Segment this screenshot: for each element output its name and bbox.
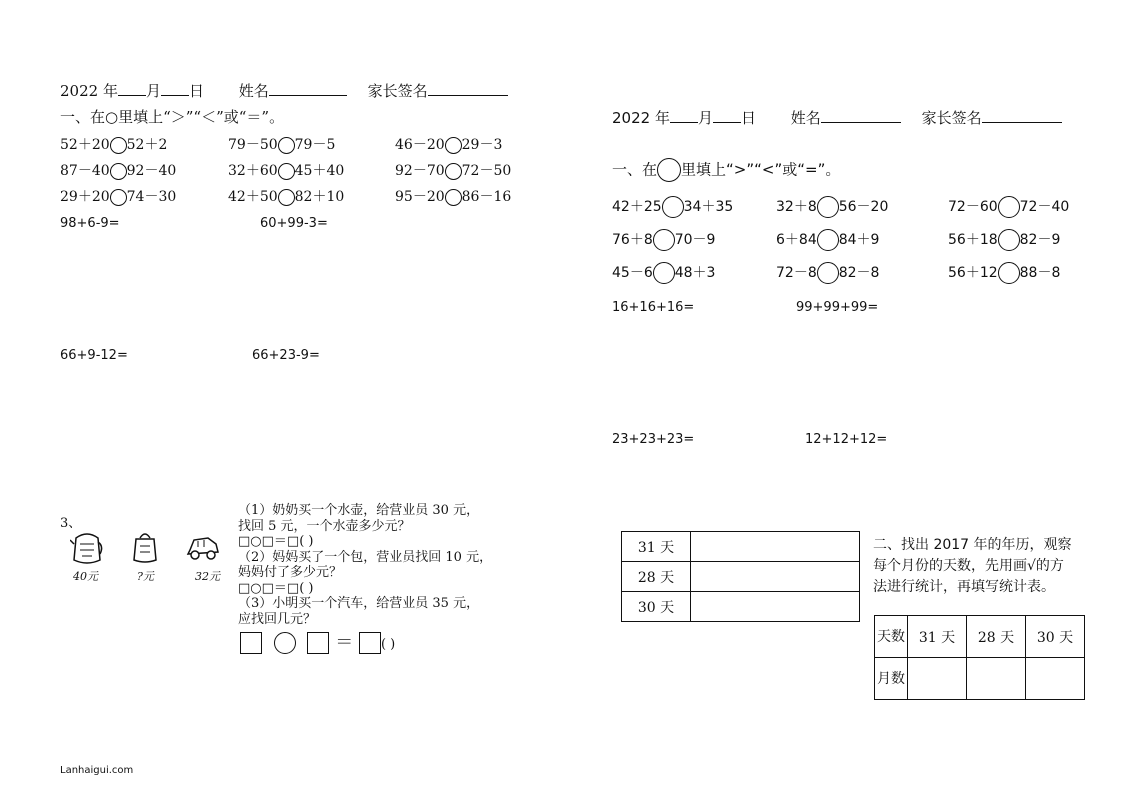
compare-left: 45－6 [612,265,653,281]
compare-right: 72－50 [461,163,512,179]
left-section1-title: 一、在○里填上“＞”“＜”或“＝”。 [60,108,285,126]
answer-box [240,632,262,654]
calc-8: 12+12+12= [805,432,888,447]
answer-circle[interactable] [998,229,1020,251]
calc-7: 23+23+23= [612,432,695,447]
bag-icon [132,530,158,564]
compare-right: 82－8 [838,265,880,281]
compare-right: 48＋3 [674,265,716,281]
compare-left: 72－8 [776,265,817,281]
compare-left: 92－70 [395,163,445,179]
stat-cell[interactable] [908,658,967,700]
compare-item [776,262,879,284]
calc-5: 16+16+16= [612,300,695,315]
compare-item [228,186,344,206]
month-blank [118,81,146,96]
month-label: 月 [697,109,713,127]
compare-right: 52＋2 [126,137,168,153]
answer-circle[interactable] [110,163,127,180]
answer-circle[interactable] [817,196,839,218]
compare-item [776,229,879,251]
compare-right: 88－8 [1019,265,1061,281]
compare-right: 70－9 [674,232,716,248]
answer-circle[interactable] [998,262,1020,284]
section2-line1: 二、找出 2017 年的年历，观察 [873,537,1072,553]
year-label: 2022 年 [612,109,670,127]
compare-right: 29－3 [461,137,503,153]
q3-answer [240,628,395,654]
day-blank [161,81,189,96]
answer-circle[interactable] [278,189,295,206]
q2-answer: □○□＝□( ) [238,580,314,596]
calc-1: 98+6-9= [60,216,120,231]
q1-answer: □○□＝□( ) [238,534,314,549]
answer-circle[interactable] [445,189,462,206]
calc-6: 99+99+99= [796,300,879,315]
compare-left: 56＋18 [948,232,998,248]
compare-left: 95－20 [395,189,445,205]
section1-prefix: 一、在 [612,160,658,179]
q2-line1: （2）妈妈买了一个包，营业员找回 10 元， [238,549,493,565]
q1-line1: （1）奶奶买一个水壶，给营业员 30 元， [238,503,480,518]
equals-sign: ＝ [335,632,354,653]
answer-circle[interactable] [110,189,127,206]
compare-left: 29＋20 [60,189,110,205]
compare-left: 32＋8 [776,199,817,215]
compare-left: 76＋8 [612,232,653,248]
compare-left: 46－20 [395,137,445,153]
compare-item [612,262,715,284]
word-problems [238,503,492,627]
stat-header-28: 28 天 [967,616,1026,658]
month-blank [670,108,698,123]
price-car: 32元 [195,570,220,583]
q1-line2: 找回 5 元，一个水壶多少元？ [238,518,411,534]
stat-table [874,615,1085,700]
stat-header-days: 天数 [875,616,908,658]
compare-right: 74－30 [126,189,177,205]
month-label: 月 [145,82,161,100]
toy-car-icon [186,532,220,562]
year-label: 2022 年 [60,82,118,100]
compare-left: 42＋50 [228,189,278,205]
compare-right: 86－16 [461,189,512,205]
compare-left: 32＋60 [228,163,278,179]
stat-row-months: 月数 [875,658,908,700]
calc-2: 60+99-3= [260,216,328,231]
compare-left: 6＋84 [776,232,817,248]
compare-item [228,160,344,180]
compare-item [612,229,715,251]
answer-circle[interactable] [445,163,462,180]
name-label: 姓名 [790,109,821,127]
compare-left: 42＋25 [612,199,662,215]
parent-sign-label: 家长签名 [367,82,428,100]
q2-line2: 妈妈付了多少元？ [238,565,343,580]
stat-header-31: 31 天 [908,616,967,658]
answer-circle[interactable] [278,137,295,154]
compare-right: 79－5 [294,137,336,153]
answer-circle[interactable] [653,262,675,284]
name-label: 姓名 [238,82,269,100]
answer-circle[interactable] [998,196,1020,218]
calc-4: 66+23-9= [252,348,320,363]
answer-circle[interactable] [653,229,675,251]
compare-right: 92－40 [126,163,177,179]
footer-site: Lanhaigui.com [60,765,134,776]
answer-circle [657,158,681,182]
compare-item [395,160,511,180]
compare-left: 72－60 [948,199,998,215]
name-blank [269,81,347,96]
compare-item [948,229,1060,251]
compare-item [60,160,176,180]
compare-left: 87－40 [60,163,110,179]
price-bag: ?元 [137,570,154,583]
section2-line2: 每个月份的天数，先用画√的方 [873,558,1064,574]
answer-box [359,632,381,654]
q3-line1: （3）小明买一个汽车，给营业员 35 元， [238,596,480,611]
right-header [612,107,1062,128]
day-label: 日 [740,109,756,127]
days-28: 28 天 [622,562,691,592]
days-table [621,531,860,622]
price-kettle: 40元 [73,570,98,583]
compare-left: 79－50 [228,137,278,153]
calc-3: 66+9-12= [60,348,128,363]
kettle-icon [70,530,104,566]
compare-right: 82＋10 [294,189,345,205]
answer-circle[interactable] [278,163,295,180]
day-blank [713,108,741,123]
tally-cell[interactable] [691,562,860,592]
section1-suffix: 里填上“>”“<”或“=”。 [681,160,841,179]
day-label: 日 [188,82,204,100]
compare-right: 84＋9 [838,232,880,248]
tally-cell[interactable] [691,592,860,622]
answer-circle[interactable] [110,137,127,154]
parent-sign-blank [982,108,1062,123]
answer-circle [274,632,296,654]
compare-item [948,262,1060,284]
parent-sign-blank [428,81,508,96]
stat-cell[interactable] [1026,658,1085,700]
compare-item [60,186,176,206]
days-31: 31 天 [622,532,691,562]
days-30: 30 天 [622,592,691,622]
section3-label: 3、 [60,516,82,531]
compare-left: 56＋12 [948,265,998,281]
compare-right: 34＋35 [683,199,734,215]
compare-item [395,186,511,206]
section2-line3: 法进行统计，再填写统计表。 [873,579,1055,595]
answer-circle[interactable] [445,137,462,154]
unit-paren: ( ) [380,637,396,652]
name-blank [821,108,901,123]
parent-sign-label: 家长签名 [921,109,982,127]
compare-right: 56－20 [838,199,889,215]
stat-cell[interactable] [967,658,1026,700]
compare-right: 72－40 [1019,199,1070,215]
compare-right: 82－9 [1019,232,1061,248]
answer-circle[interactable] [817,262,839,284]
answer-box [307,632,329,654]
left-header [60,80,508,101]
compare-item [612,196,733,218]
section2-text [873,535,1072,598]
right-section1-title [612,158,840,182]
compare-item [776,196,888,218]
compare-item [948,196,1069,218]
q3-line2: 应找回几元？ [238,611,317,627]
tally-cell[interactable] [691,532,860,562]
compare-right: 45＋40 [294,163,345,179]
stat-header-30: 30 天 [1026,616,1085,658]
compare-item [395,134,502,154]
compare-left: 52＋20 [60,137,110,153]
compare-item [228,134,335,154]
compare-item [60,134,167,154]
answer-circle[interactable] [817,229,839,251]
answer-circle[interactable] [662,196,684,218]
